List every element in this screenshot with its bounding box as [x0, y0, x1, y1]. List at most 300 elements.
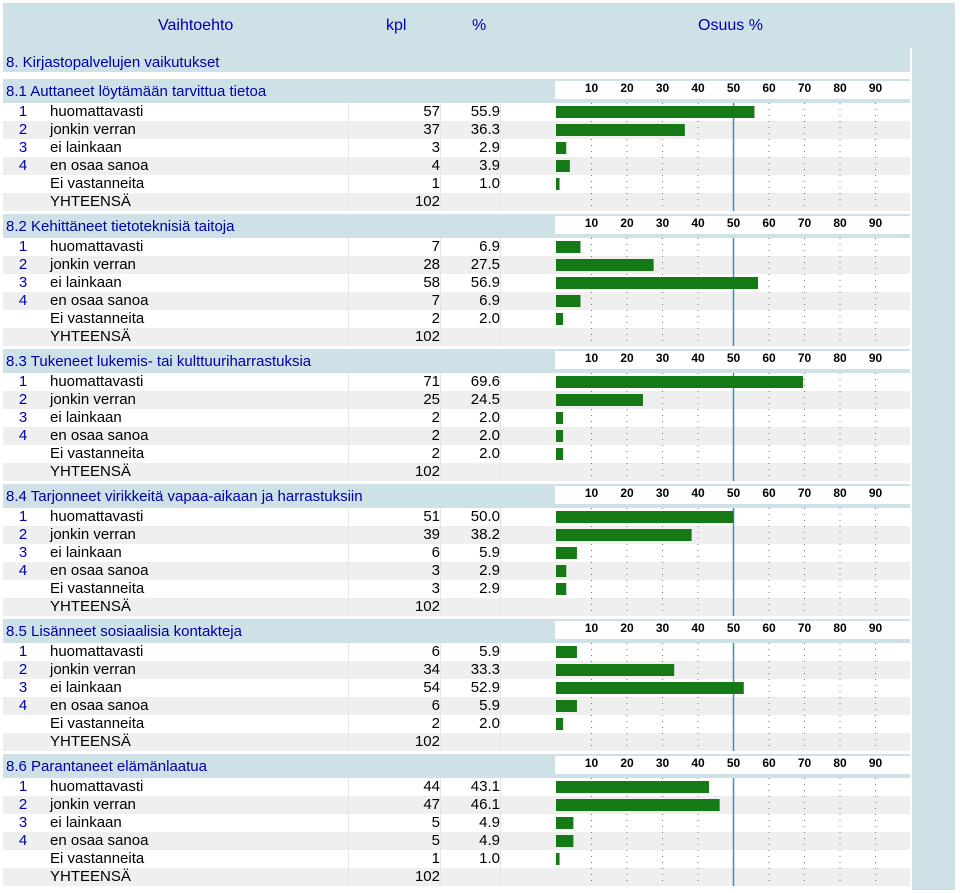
bar-chart-row [553, 409, 913, 427]
table-row [3, 715, 910, 733]
bar-chart-cell [553, 256, 913, 274]
count-value: 6 [431, 643, 440, 660]
scale-tick-label: 20 [620, 81, 634, 95]
option-number: 4 [18, 292, 28, 309]
scale-tick-label: 70 [797, 621, 812, 635]
bar-chart-row [553, 526, 913, 544]
option-number: 2 [18, 661, 28, 678]
bar [556, 313, 563, 325]
bar-chart-cell [553, 715, 913, 733]
count-value: 7 [431, 292, 440, 309]
bar-chart-cell [553, 580, 913, 598]
column-separator [500, 103, 501, 121]
bar [556, 817, 573, 829]
percent-value: 36.3 [470, 121, 500, 138]
option-label: jonkin verran [50, 526, 136, 543]
column-header-option: Vaihtoehto [158, 17, 234, 34]
percent-value: 33.3 [470, 661, 500, 678]
scale-tick-label: 90 [868, 351, 883, 365]
section-title: 8.3 Tukeneet lukemis- tai kulttuuriharrastuksia [6, 353, 312, 370]
table-row [3, 796, 910, 814]
option-label: Ei vastanneita [50, 175, 145, 192]
count-value: 25 [423, 391, 440, 408]
option-label: huomattavasti [50, 373, 144, 390]
count-value: 6 [431, 544, 440, 561]
column-separator [500, 598, 501, 616]
scale-tick-label: 60 [762, 351, 776, 365]
option-number: 2 [18, 391, 28, 408]
column-separator [500, 868, 501, 886]
option-number [3, 580, 43, 598]
count-value: 47 [423, 796, 440, 813]
option-label: Ei vastanneita [50, 445, 145, 462]
bar-chart-row [553, 832, 913, 850]
scale-tick-label: 10 [584, 81, 599, 95]
scale-tick-label: 50 [726, 81, 741, 95]
option-number: 3 [18, 139, 28, 156]
percent-value: 4.9 [479, 832, 500, 849]
count-value: 2 [431, 445, 440, 462]
total-label: YHTEENSÄ [50, 193, 131, 210]
percent-value: 27.5 [470, 256, 500, 273]
bar-chart-row [553, 292, 913, 310]
option-number: 4 [18, 157, 28, 174]
bar-chart-row [553, 796, 913, 814]
column-separator [500, 292, 501, 310]
count-value: 34 [423, 661, 440, 678]
bar [556, 241, 580, 253]
option-number: 1 [18, 778, 28, 795]
count-value: 2 [431, 310, 440, 327]
count-value: 2 [431, 409, 440, 426]
scale-tick-label: 90 [868, 756, 883, 770]
option-label: jonkin verran [50, 391, 136, 408]
column-separator [500, 391, 501, 409]
bar [556, 178, 560, 190]
bar-chart-cell [553, 598, 913, 616]
percent-value: 50.0 [470, 508, 500, 525]
table-row [3, 562, 910, 580]
table-row [3, 409, 910, 427]
column-separator [440, 598, 441, 616]
scale-tick-label: 20 [620, 486, 634, 500]
column-separator [500, 526, 501, 544]
scale-tick-label: 70 [797, 351, 812, 365]
percent-value: 2.0 [479, 445, 500, 462]
count-value: 44 [423, 778, 440, 795]
option-number: 1 [18, 238, 28, 255]
percent-value: 52.9 [470, 679, 500, 696]
option-number [3, 310, 43, 328]
scale-tick-label: 50 [726, 756, 741, 770]
count-value: 28 [423, 256, 440, 273]
bar-chart-cell [553, 661, 913, 679]
scale-tick-label: 60 [762, 486, 776, 500]
bar-chart-cell [553, 850, 913, 868]
option-label: huomattavasti [50, 508, 144, 525]
scale-tick-label: 10 [584, 486, 599, 500]
column-separator [500, 643, 501, 661]
column-separator [500, 463, 501, 481]
table-row [3, 850, 910, 868]
scale-tick-label: 40 [691, 621, 705, 635]
bar [556, 718, 563, 730]
count-value: 3 [431, 562, 440, 579]
section-title: 8.6 Parantaneet elämänlaatua [6, 758, 207, 775]
bar-chart-row [553, 544, 913, 562]
table-row [3, 697, 910, 715]
column-header-percent: % [472, 17, 487, 34]
bar-chart-cell [553, 526, 913, 544]
scale-tick-label: 80 [833, 621, 847, 635]
column-separator [500, 562, 501, 580]
bar-chart-cell [553, 274, 913, 292]
option-label: ei lainkaan [50, 679, 122, 696]
scale-tick-label: 60 [762, 756, 776, 770]
bar-chart-row [553, 814, 913, 832]
bar [556, 295, 580, 307]
count-value: 7 [431, 238, 440, 255]
bar-chart-cell [553, 796, 913, 814]
bar-chart-cell [553, 292, 913, 310]
column-separator [500, 373, 501, 391]
column-separator [500, 697, 501, 715]
bar-chart-cell [553, 193, 913, 211]
scale-tick-label: 90 [868, 486, 883, 500]
scale-tick-label: 50 [726, 216, 741, 230]
bar-chart-row [553, 103, 913, 121]
option-number: 2 [18, 256, 28, 273]
section-header [3, 619, 910, 643]
table-row [3, 373, 910, 391]
option-label: Ei vastanneita [50, 715, 145, 732]
bar [556, 682, 744, 694]
scale-tick-label: 90 [868, 216, 883, 230]
bar-chart-cell [553, 103, 913, 121]
table-row [3, 643, 910, 661]
bar-chart-row [553, 868, 913, 886]
column-separator [500, 544, 501, 562]
total-count: 102 [414, 733, 440, 750]
scale-tick-label: 20 [620, 756, 634, 770]
bar [556, 106, 754, 118]
option-label: jonkin verran [50, 661, 136, 678]
bar-chart-cell [553, 733, 913, 751]
table-row [3, 157, 910, 175]
table-row [3, 103, 910, 121]
bar-chart-cell [553, 463, 913, 481]
option-number [3, 175, 43, 193]
option-number: 3 [18, 679, 28, 696]
table-row [3, 427, 910, 445]
bar [556, 394, 643, 406]
option-label: jonkin verran [50, 121, 136, 138]
scale-tick-label: 40 [691, 216, 705, 230]
column-separator [500, 661, 501, 679]
section-header [3, 214, 910, 238]
table-row [3, 526, 910, 544]
option-number [3, 850, 43, 868]
scale-tick-label: 70 [797, 81, 812, 95]
option-number: 4 [18, 697, 28, 714]
scale-tick-label: 90 [868, 81, 883, 95]
option-label: Ei vastanneita [50, 310, 145, 327]
right-margin-strip [912, 48, 955, 890]
scale-tick-label: 50 [726, 351, 741, 365]
bar [556, 646, 577, 658]
count-value: 2 [431, 715, 440, 732]
bar-chart-row [553, 562, 913, 580]
bar-chart-cell [553, 391, 913, 409]
total-label: YHTEENSÄ [50, 463, 131, 480]
option-label: en osaa sanoa [50, 562, 149, 579]
bar-chart-cell [553, 328, 913, 346]
total-label: YHTEENSÄ [50, 598, 131, 615]
count-value: 1 [431, 850, 440, 867]
bar-chart-cell [553, 679, 913, 697]
count-value: 58 [423, 274, 440, 291]
total-label: YHTEENSÄ [50, 328, 131, 345]
option-label: jonkin verran [50, 256, 136, 273]
scale-tick-label: 40 [691, 351, 705, 365]
option-label: ei lainkaan [50, 814, 122, 831]
section-header [3, 79, 910, 103]
bar-chart-row [553, 328, 913, 346]
scale-tick-label: 20 [620, 216, 634, 230]
table-row [3, 445, 910, 463]
column-separator [440, 868, 441, 886]
table-row [3, 292, 910, 310]
section-header [3, 754, 910, 778]
column-separator [500, 715, 501, 733]
bar-chart-cell [553, 562, 913, 580]
scale-tick-label: 10 [584, 621, 599, 635]
scale-tick-label: 80 [833, 81, 847, 95]
column-separator [500, 796, 501, 814]
scale-tick-label: 70 [797, 756, 812, 770]
column-separator [500, 256, 501, 274]
scale-tick-label: 20 [620, 621, 634, 635]
option-label: ei lainkaan [50, 139, 122, 156]
option-number [3, 715, 43, 733]
bar-chart-cell [553, 310, 913, 328]
bar-chart-cell [553, 445, 913, 463]
column-header-share: Osuus % [698, 17, 763, 34]
option-number: 4 [18, 832, 28, 849]
bar-chart-row [553, 139, 913, 157]
bar-chart-row [553, 157, 913, 175]
scale-tick-label: 30 [655, 81, 670, 95]
total-count: 102 [414, 463, 440, 480]
column-separator [500, 679, 501, 697]
count-value: 6 [431, 697, 440, 714]
column-separator [500, 328, 501, 346]
bar [556, 529, 692, 541]
count-value: 3 [431, 580, 440, 597]
count-value: 71 [423, 373, 440, 390]
percent-value: 43.1 [470, 778, 500, 795]
table-row [3, 508, 910, 526]
bar-chart-cell [553, 121, 913, 139]
option-number: 3 [18, 544, 28, 561]
table-row [3, 121, 910, 139]
bar-chart-row [553, 715, 913, 733]
bar-chart-cell [553, 814, 913, 832]
percent-value: 69.6 [470, 373, 500, 390]
scale-tick-label: 80 [833, 486, 847, 500]
bar-chart-cell [553, 373, 913, 391]
bar-chart-row [553, 733, 913, 751]
scale-tick-label: 80 [833, 351, 847, 365]
column-separator [500, 445, 501, 463]
bar-chart-row [553, 391, 913, 409]
scale-tick-label: 30 [655, 756, 670, 770]
table-row [3, 832, 910, 850]
table-row [3, 544, 910, 562]
option-number: 1 [18, 643, 28, 660]
total-count: 102 [414, 598, 440, 615]
table-row [3, 256, 910, 274]
bar-chart-cell [553, 238, 913, 256]
column-separator [500, 409, 501, 427]
scale-tick-label: 70 [797, 216, 812, 230]
bar-chart-cell [553, 643, 913, 661]
column-separator [500, 850, 501, 868]
column-header-count: kpl [386, 17, 407, 34]
total-label: YHTEENSÄ [50, 733, 131, 750]
bar [556, 412, 563, 424]
scale-tick-label: 50 [726, 486, 741, 500]
bar-chart-row [553, 697, 913, 715]
column-separator [500, 121, 501, 139]
count-value: 3 [431, 139, 440, 156]
option-number: 1 [18, 373, 28, 390]
bar-chart-row [553, 427, 913, 445]
column-separator [500, 832, 501, 850]
main-title: 8. Kirjastopalvelujen vaikutukset [6, 54, 220, 71]
bar-chart-row [553, 175, 913, 193]
bar [556, 835, 573, 847]
bar-chart-row [553, 508, 913, 526]
option-label: en osaa sanoa [50, 157, 149, 174]
bar [556, 799, 720, 811]
scale-tick-label: 50 [726, 621, 741, 635]
column-separator [500, 778, 501, 796]
scale-tick-label: 60 [762, 216, 776, 230]
count-value: 51 [423, 508, 440, 525]
table-row [3, 139, 910, 157]
scale-tick-label: 80 [833, 756, 847, 770]
option-number: 1 [18, 508, 28, 525]
column-separator [500, 814, 501, 832]
count-value: 39 [423, 526, 440, 543]
column-separator [500, 274, 501, 292]
count-value: 2 [431, 427, 440, 444]
option-label: ei lainkaan [50, 544, 122, 561]
option-number: 4 [18, 562, 28, 579]
column-separator [440, 328, 441, 346]
percent-value: 2.9 [479, 562, 500, 579]
percent-value: 5.9 [479, 544, 500, 561]
count-value: 5 [431, 832, 440, 849]
bar-chart-row [553, 121, 913, 139]
percent-value: 2.0 [479, 715, 500, 732]
bar [556, 124, 685, 136]
column-separator [500, 580, 501, 598]
option-label: Ei vastanneita [50, 580, 145, 597]
percent-value: 1.0 [479, 175, 500, 192]
scale-tick-label: 20 [620, 351, 634, 365]
total-count: 102 [414, 868, 440, 885]
bar-chart-cell [553, 868, 913, 886]
option-number: 2 [18, 796, 28, 813]
count-value: 37 [423, 121, 440, 138]
main-title-row [3, 48, 910, 72]
scale-tick-label: 90 [868, 621, 883, 635]
bar-chart-cell [553, 139, 913, 157]
percent-scale [555, 351, 910, 369]
section-title: 8.4 Tarjonneet virikkeitä vapaa-aikaan ja harrastuksiin [6, 488, 363, 505]
column-separator [500, 157, 501, 175]
table-row [3, 310, 910, 328]
bar-chart-row [553, 643, 913, 661]
option-label: ei lainkaan [50, 274, 122, 291]
percent-value: 3.9 [479, 157, 500, 174]
bar [556, 448, 563, 460]
option-label: en osaa sanoa [50, 427, 149, 444]
scale-tick-label: 70 [797, 486, 812, 500]
column-separator [500, 193, 501, 211]
option-label: jonkin verran [50, 796, 136, 813]
percent-value: 46.1 [470, 796, 500, 813]
bar [556, 376, 803, 388]
option-label: Ei vastanneita [50, 850, 145, 867]
option-number: 2 [18, 526, 28, 543]
column-separator [440, 193, 441, 211]
column-separator [440, 733, 441, 751]
bar-chart-cell [553, 508, 913, 526]
column-separator [440, 463, 441, 481]
count-value: 5 [431, 814, 440, 831]
bar-chart-row [553, 193, 913, 211]
bar-chart-row [553, 778, 913, 796]
bar [556, 142, 566, 154]
scale-tick-label: 30 [655, 216, 670, 230]
scale-tick-label: 30 [655, 486, 670, 500]
column-separator [500, 508, 501, 526]
percent-scale [555, 621, 910, 639]
option-number: 3 [18, 814, 28, 831]
table-row [3, 580, 910, 598]
table-row [3, 679, 910, 697]
table-row [3, 274, 910, 292]
scale-tick-label: 60 [762, 81, 776, 95]
table-row [3, 238, 910, 256]
bar [556, 160, 570, 172]
scale-tick-label: 60 [762, 621, 776, 635]
total-row [3, 328, 910, 346]
bar-chart-row [553, 580, 913, 598]
bar [556, 565, 566, 577]
percent-value: 2.0 [479, 310, 500, 327]
bar-chart-cell [553, 697, 913, 715]
bar-chart-row [553, 238, 913, 256]
percent-value: 1.0 [479, 850, 500, 867]
bar [556, 430, 563, 442]
scale-tick-label: 10 [584, 216, 599, 230]
count-value: 1 [431, 175, 440, 192]
option-label: en osaa sanoa [50, 292, 149, 309]
